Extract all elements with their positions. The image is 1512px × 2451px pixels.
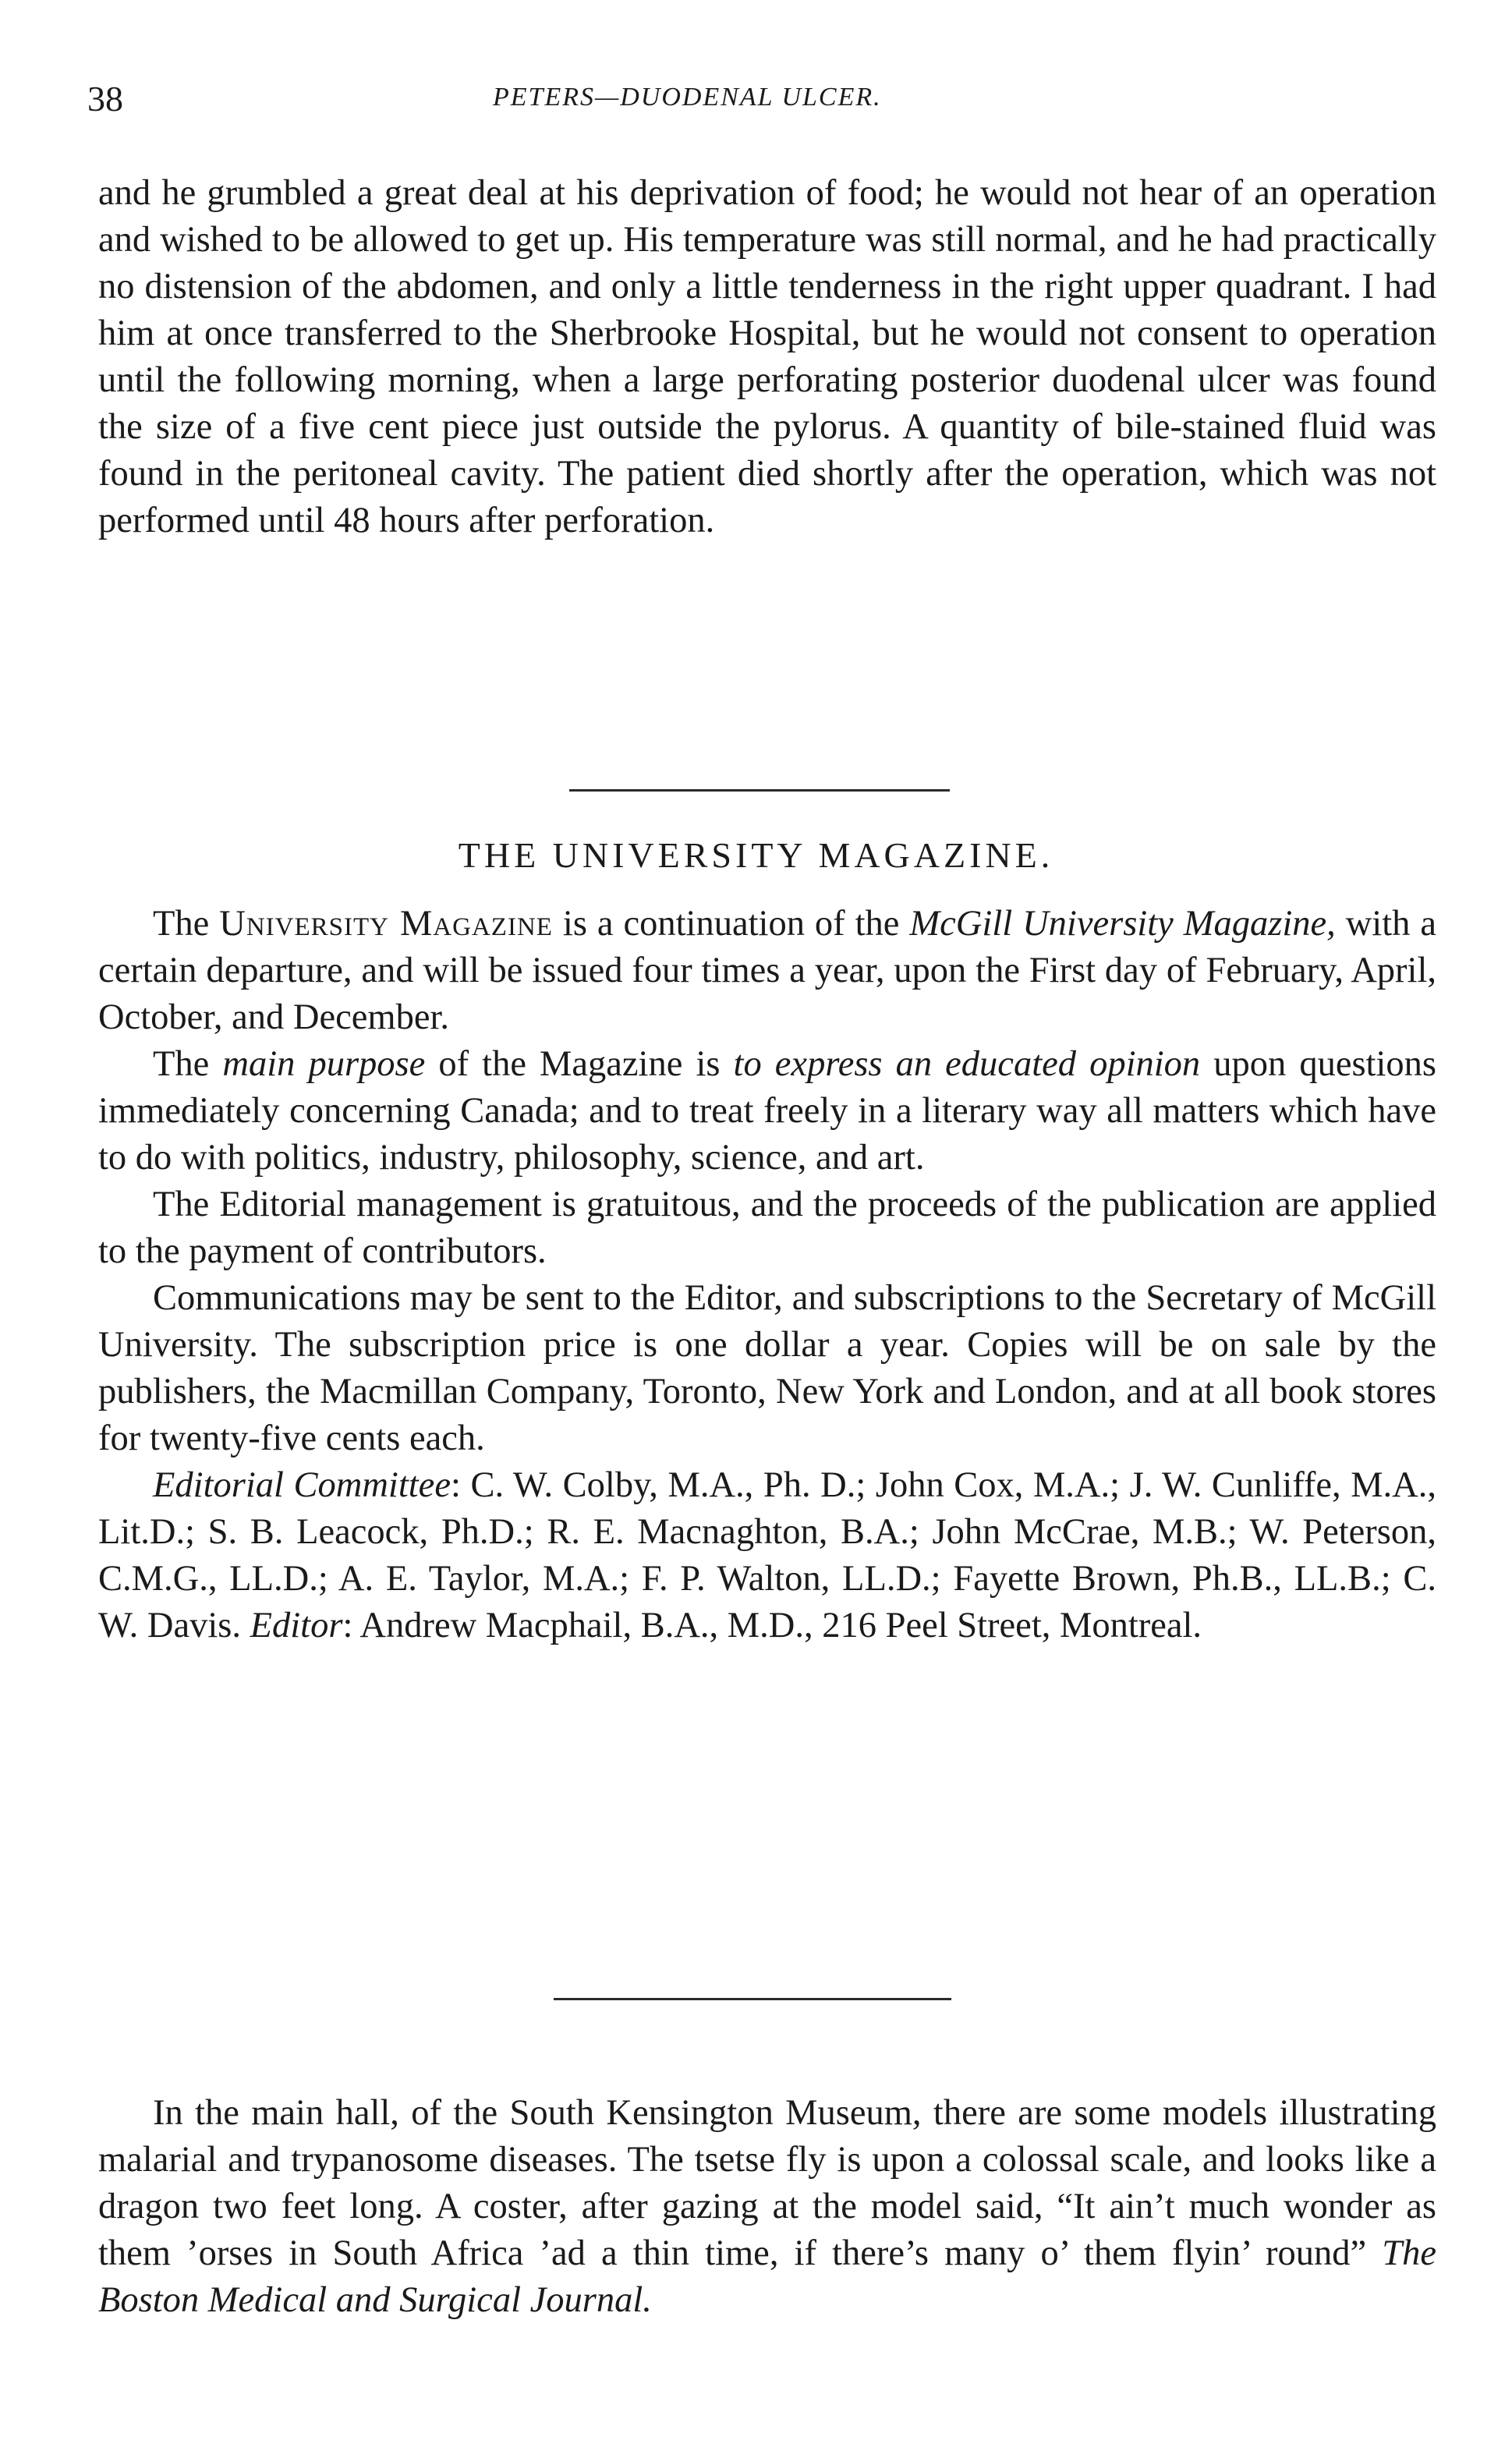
notice-paragraph-purpose	[98, 1041, 1436, 1181]
magazine-name: University Magazine	[219, 904, 553, 944]
source-citation: The Boston Medical and Surgical Journal.	[98, 2233, 1436, 2320]
notice-paragraph-committee	[98, 1462, 1436, 1649]
emphasis: main purpose	[222, 1044, 426, 1084]
page-number: 38	[87, 79, 123, 119]
text-run: The	[153, 1044, 223, 1084]
notice-paragraph-management: The Editorial management is gratuitous, and the proceeds of the publication are applied to the payment of contributors.	[98, 1185, 1436, 1271]
section-divider	[569, 789, 950, 792]
text-run: with a certain departure, and will be issued four times a year, upon the First day of February, April, October, and December.	[98, 904, 1437, 1037]
page-header	[87, 78, 1429, 125]
text-run: of the Magazine is	[425, 1044, 734, 1084]
closing-note-paragraph	[98, 2090, 1436, 2324]
editor-label: Editor	[250, 1606, 343, 1645]
section-title: THE UNIVERSITY MAGAZINE.	[458, 835, 1054, 875]
section-divider	[554, 1998, 951, 2000]
notice-paragraph-intro	[98, 901, 1436, 1041]
notice-paragraph-subscriptions: Communications may be sent to the Editor, and subscriptions to the Secretary of McGill University. The subscription price is one dollar a year. Copies will be on sale by the publishers, the Macmillan Company, Toronto, New York and London, and at all book stores for twenty-five cents each.	[98, 1278, 1436, 1458]
magazine-notice	[98, 901, 1436, 1649]
text-run: is a continuation of the	[552, 904, 910, 944]
text-run: In the main hall, of the South Kensington Museum, there are some models illustrating malarial and trypanosome diseases. The tsetse fly is upon a colossal scale, and looks like a dragon two feet long. A coster, after gazing at the model said, “It ain’t much wonder as them ’orses in South Africa ’ad a thin time, if there’s many o’ them flyin’ round”	[98, 2093, 1436, 2273]
predecessor-magazine-name: McGill University Magazine,	[909, 904, 1336, 944]
running-head: PETERS—DUODENAL ULCER.	[493, 83, 882, 112]
emphasis: to express an educated opinion	[733, 1044, 1201, 1084]
committee-label: Editorial Committee	[153, 1465, 451, 1505]
text-run: The	[153, 904, 220, 944]
committee-members: : C. W. Colby, M.A., Ph. D.; John Cox, M.A.; J. W. Cunliffe, M.A., Lit.D.; S. B. Leacock, Ph.D.; R. E. Macnaghton, B.A.; John McCrae, M.B.; W. Peterson, C.M.G., LL.D.; A. E. Taylor, M.A.; F. P. Walton, LL.D.; Fayette Brown, Ph.B., LL.B.; C. W. Davis.	[98, 1465, 1436, 1645]
editor-name: : Andrew Macphail, B.A., M.D., 216 Peel Street, Montreal.	[342, 1606, 1202, 1645]
case-report-continuation	[98, 170, 1436, 544]
text-run: upon questions immediately concerning Canada; and to treat freely in a literary way all matters which have to do with politics, industry, philosophy, science, and art.	[98, 1044, 1436, 1178]
case-report-paragraph: and he grumbled a great deal at his deprivation of food; he would not hear of an operation and wished to be allowed to get up. His temperature was still normal, and he had practically no distension of the abdomen, and only a little tenderness in the right upper quadrant. I had him at once transferred to the Sherbrooke Hospital, but he would not consent to operation until the following morning, when a large perforating posterior duodenal ulcer was found the size of a five cent piece just outside the pylorus. A quantity of bile-stained fluid was found in the peritoneal cavity. The patient died shortly after the operation, which was not performed until 48 hours after perforation.	[98, 173, 1436, 540]
closing-note	[98, 2090, 1436, 2324]
